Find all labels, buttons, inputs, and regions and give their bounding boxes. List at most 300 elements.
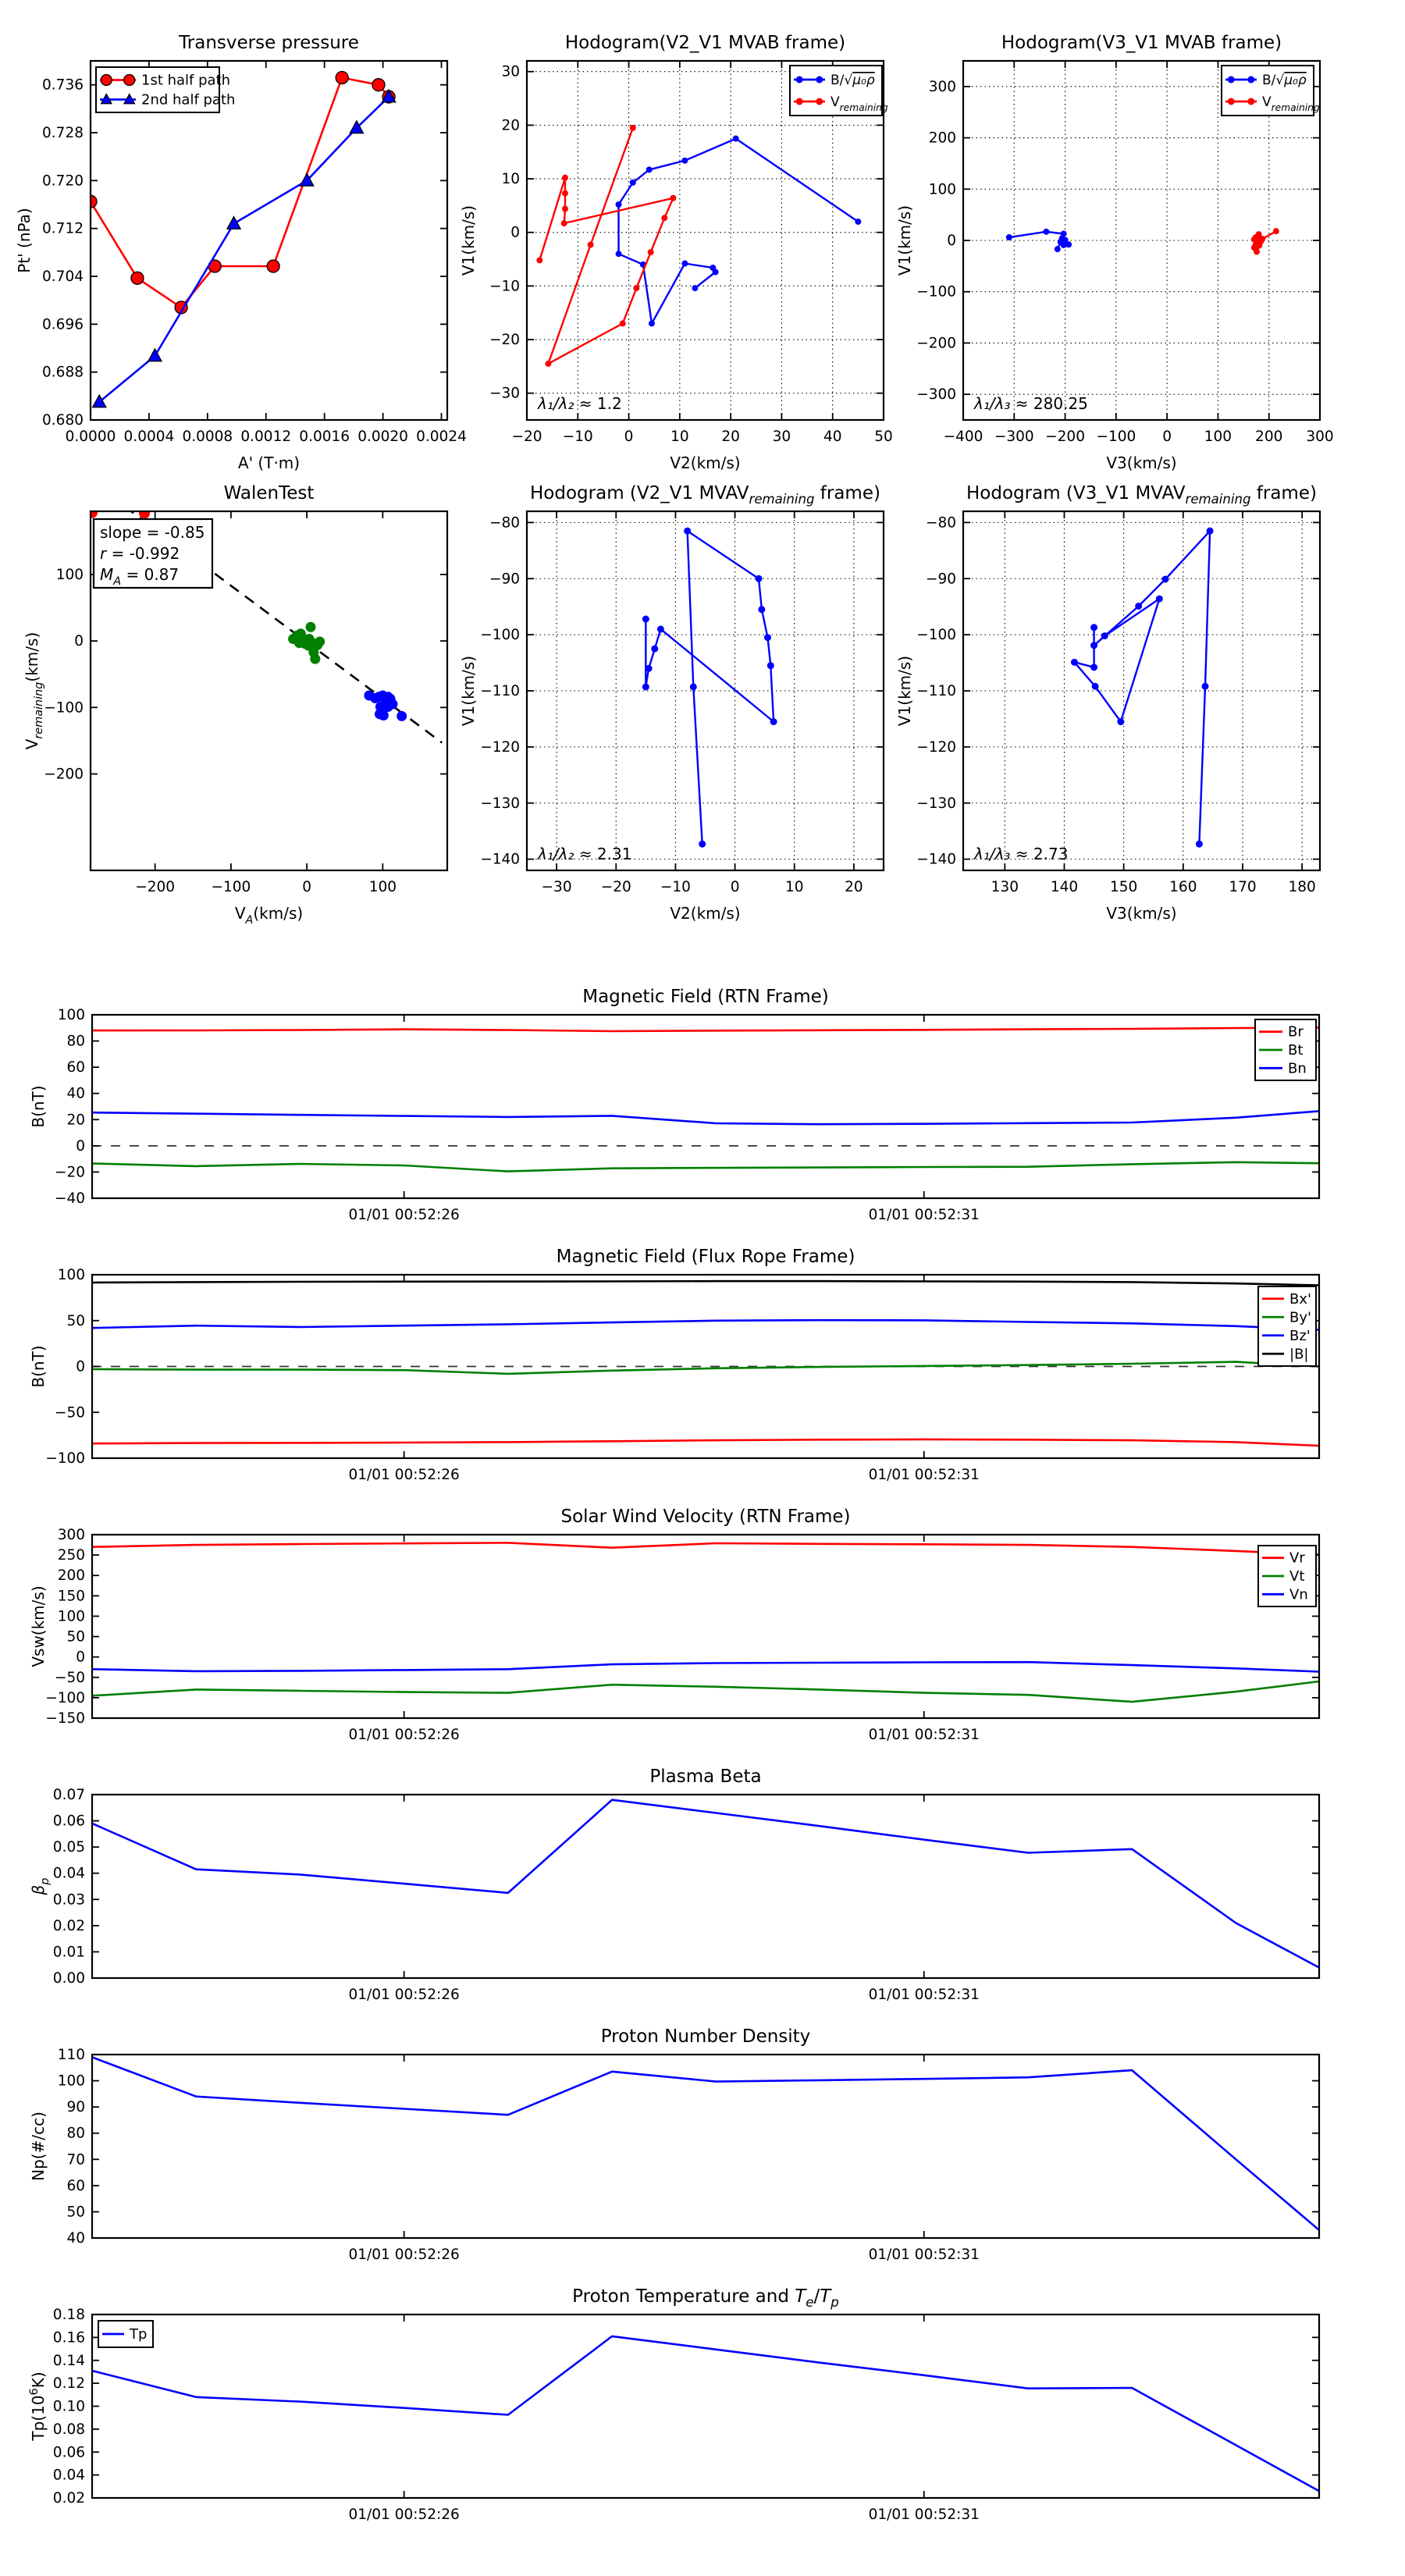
dot-marker <box>661 215 667 221</box>
circle-marker <box>124 75 135 86</box>
y-tick-label: 0.680 <box>42 412 84 429</box>
series-Vr <box>92 1542 1319 1554</box>
x-tick-label: 40 <box>823 429 842 445</box>
dot-marker <box>1071 659 1078 666</box>
y-tick-label: 0.736 <box>42 76 84 94</box>
y-axis-label: Pt' (nPa) <box>15 208 34 273</box>
y-tick-label: −130 <box>480 795 520 812</box>
circle-marker <box>267 260 279 272</box>
y-axis-label: Np(#/cc) <box>29 2112 48 2181</box>
dot-marker <box>561 220 567 226</box>
x-tick-label: 180 <box>1288 879 1316 895</box>
legend-label: |B| <box>1289 1346 1309 1363</box>
x-tick-label: 30 <box>772 429 791 445</box>
legend-label: Tp <box>130 2326 148 2343</box>
x-tick-label: −100 <box>1096 429 1136 445</box>
y-tick-label: 0.14 <box>52 2352 85 2369</box>
plot-area-hodogram-v3v1-mvav <box>1071 528 1214 848</box>
legend-label: Vn <box>1289 1586 1308 1603</box>
x-tick-label: 50 <box>874 429 893 445</box>
x-axis-label: V3(km/s) <box>1106 454 1177 472</box>
plot-solar-wind-velocity-rtn <box>29 1507 1319 1743</box>
dot-marker <box>1090 624 1097 631</box>
dot-marker <box>1247 98 1254 105</box>
axes-box <box>963 511 1320 870</box>
stats-line: slope = -0.85 <box>100 523 205 542</box>
y-tick-label: −100 <box>916 627 956 644</box>
dot-marker <box>1062 237 1069 243</box>
y-axis-label: B(nT) <box>29 1345 48 1388</box>
dot-marker <box>651 646 658 653</box>
dot-marker <box>630 180 636 186</box>
y-tick-label: −100 <box>45 1450 85 1467</box>
x-tick-label: 01/01 00:52:26 <box>348 1467 460 1483</box>
dot-marker <box>616 251 622 257</box>
y-tick-label: 0.00 <box>52 1970 85 1987</box>
plot-area-proton-number-density <box>92 2057 1319 2230</box>
plot-title: Magnetic Field (RTN Frame) <box>582 987 829 1007</box>
y-tick-label: 300 <box>928 78 956 95</box>
plot-area-hodogram-v3v1-mvab <box>1006 228 1279 254</box>
y-tick-label: 80 <box>66 1033 85 1050</box>
dot-marker <box>642 616 649 623</box>
x-tick-label: 0.0004 <box>123 429 175 445</box>
dot-marker <box>616 201 622 208</box>
x-tick-label: 0.0016 <box>299 429 350 445</box>
x-tick-label: 01/01 00:52:31 <box>868 1987 980 2003</box>
plot-area-plasma-beta <box>92 1800 1319 1968</box>
plot-title: Proton Number Density <box>600 2026 811 2047</box>
x-tick-label: 01/01 00:52:26 <box>348 2247 460 2263</box>
y-tick-label: −120 <box>480 738 520 756</box>
dot-marker <box>1055 246 1061 252</box>
y-tick-label: 0.01 <box>52 1944 85 1961</box>
y-tick-label: −100 <box>916 283 956 301</box>
y-tick-label: 60 <box>66 1059 85 1076</box>
dot-marker <box>536 257 542 263</box>
series-Tp <box>92 2336 1319 2491</box>
x-tick-label: 10 <box>784 879 804 895</box>
y-tick-label: −20 <box>54 1164 85 1181</box>
plot-title: Hodogram (V2_V1 $MVAV_{remaining}$ frame) <box>530 483 880 507</box>
x-tick-label: 01/01 00:52:31 <box>868 1727 980 1743</box>
plot-area-transverse-pressure <box>84 71 396 407</box>
y-tick-label: 70 <box>66 2151 85 2169</box>
x-tick-label: −30 <box>541 879 572 895</box>
dot-marker <box>315 636 325 646</box>
dot-marker <box>1228 98 1235 105</box>
y-tick-label: 0 <box>74 633 84 650</box>
x-tick-label: 0.0024 <box>416 429 467 445</box>
y-tick-label: −200 <box>916 335 956 352</box>
dot-marker <box>1092 683 1099 690</box>
legend-label: Br <box>1288 1023 1304 1041</box>
x-tick-label: 0 <box>1162 429 1172 445</box>
y-tick-label: −110 <box>916 683 956 699</box>
y-tick-label: −120 <box>916 738 956 756</box>
dot-marker <box>1247 76 1254 84</box>
dot-marker <box>305 622 315 632</box>
y-tick-label: −100 <box>45 1689 85 1706</box>
legend-label: $V_{remaining}$ <box>1262 94 1320 113</box>
axes-box <box>92 2314 1319 2498</box>
plot-title: WalenTest <box>223 483 315 503</box>
plot-hodogram-v2v1-mvav <box>459 483 884 923</box>
y-tick-label: 0 <box>76 1649 85 1666</box>
y-tick-label: 0.04 <box>52 1865 85 1882</box>
dot-marker <box>304 634 315 644</box>
dot-marker <box>1006 234 1012 240</box>
y-tick-label: 0.02 <box>52 2490 85 2507</box>
x-axis-label: $V_A(km/s)$ <box>234 904 304 927</box>
x-tick-label: 0 <box>624 429 634 445</box>
y-tick-label: 100 <box>57 2073 85 2090</box>
y-tick-label: 110 <box>57 2047 85 2063</box>
legend-label: 1st half path <box>141 72 231 89</box>
x-tick-label: 300 <box>1306 429 1334 445</box>
triangle-marker <box>148 349 162 361</box>
legend-label: Bn <box>1288 1060 1307 1077</box>
plot-title: Solar Wind Velocity (RTN Frame) <box>560 1507 851 1527</box>
series-beta_p <box>92 1800 1319 1968</box>
x-tick-label: 150 <box>1109 879 1138 895</box>
x-tick-label: 200 <box>1255 429 1283 445</box>
x-tick-label: −20 <box>600 879 631 895</box>
y-tick-label: 100 <box>55 566 84 583</box>
y-tick-label: −140 <box>480 851 520 868</box>
dot-marker <box>562 175 568 181</box>
y-tick-label: 40 <box>66 1085 85 1102</box>
axes-box <box>527 511 884 870</box>
plot-title: Hodogram(V3_V1 MVAB frame) <box>1001 33 1282 53</box>
legend-label: Bt <box>1288 1042 1304 1059</box>
y-tick-label: 50 <box>66 1628 85 1646</box>
x-tick-label: 10 <box>670 429 689 445</box>
legend-label: $V_{remaining}$ <box>831 94 888 113</box>
plot-area-proton-temperature <box>92 2336 1319 2491</box>
y-axis-label: $V_{remaining}(km/s)$ <box>23 632 45 750</box>
dot-marker <box>681 158 688 164</box>
y-tick-label: −80 <box>489 514 520 532</box>
annotation: λ₁/λ₃ ≈ 2.73 <box>974 845 1069 863</box>
y-tick-label: 200 <box>928 130 956 147</box>
x-tick-label: −300 <box>994 429 1034 445</box>
dot-marker <box>767 662 774 669</box>
plot-area-solar-wind-velocity-rtn <box>92 1542 1319 1702</box>
y-tick-label: −20 <box>489 332 520 349</box>
legend-label: 2nd half path <box>141 91 236 109</box>
dot-marker <box>657 625 664 632</box>
x-tick-label: −20 <box>511 429 542 445</box>
y-tick-label: −30 <box>489 385 520 402</box>
y-tick-label: 0.05 <box>52 1839 85 1856</box>
x-tick-label: 01/01 00:52:26 <box>348 2507 460 2523</box>
dot-marker <box>684 528 691 535</box>
plot-area-hodogram-v2v1-mvab <box>536 125 861 367</box>
circle-marker <box>101 75 112 86</box>
y-tick-label: 300 <box>57 1527 85 1543</box>
x-tick-label: 0.0020 <box>357 429 408 445</box>
legend-label: B/√μ₀ρ <box>831 73 875 88</box>
dot-marker <box>1101 632 1108 639</box>
dot-marker <box>1161 575 1168 582</box>
x-tick-label: −10 <box>660 879 691 895</box>
dot-marker <box>646 665 653 672</box>
x-axis-label: V2(km/s) <box>670 454 741 472</box>
triangle-marker <box>227 217 240 229</box>
dot-marker <box>1090 642 1097 649</box>
dot-marker <box>1135 603 1142 610</box>
dot-marker <box>681 261 688 267</box>
y-tick-label: 0 <box>510 224 520 241</box>
y-tick-label: −50 <box>54 1669 85 1686</box>
y-tick-label: −80 <box>925 514 956 532</box>
y-axis-label: $Tp(10^6K)$ <box>28 2371 48 2441</box>
dot-marker <box>764 634 771 641</box>
x-tick-label: 0 <box>302 879 312 895</box>
y-tick-label: 0.10 <box>52 2398 85 2415</box>
y-tick-label: 0 <box>76 1137 85 1155</box>
y-tick-label: 0.03 <box>52 1891 85 1909</box>
y-tick-label: 0.696 <box>42 316 84 333</box>
y-tick-label: −150 <box>45 1710 85 1727</box>
plot-magnetic-field-rtn <box>29 987 1319 1223</box>
series-|B| <box>92 1281 1319 1285</box>
dot-marker <box>379 710 389 720</box>
y-tick-label: 0.06 <box>52 2444 85 2461</box>
plot-title: Plasma Beta <box>649 1767 762 1787</box>
stats-line: r = -0.992 <box>100 544 180 563</box>
dot-marker <box>310 654 320 664</box>
dot-marker <box>796 76 803 84</box>
dot-marker <box>796 98 803 105</box>
y-tick-label: −200 <box>44 766 84 783</box>
series-Br <box>92 1027 1319 1031</box>
y-tick-label: −300 <box>916 386 956 404</box>
stats-line: $M_A = 0.87$ <box>100 565 180 588</box>
series-Np <box>92 2057 1319 2230</box>
y-tick-label: 50 <box>66 2204 85 2221</box>
dot-marker <box>646 166 653 173</box>
dot-marker <box>770 718 777 725</box>
x-tick-label: 01/01 00:52:31 <box>868 1467 980 1483</box>
x-tick-label: 170 <box>1229 879 1257 895</box>
legend-label: Bz' <box>1289 1327 1311 1344</box>
circle-marker <box>336 71 348 84</box>
series-Bn <box>92 1111 1319 1124</box>
x-axis-label: V2(km/s) <box>670 904 741 923</box>
y-tick-label: 0 <box>76 1358 85 1375</box>
dot-marker <box>562 190 568 197</box>
dot-marker <box>545 361 551 367</box>
y-tick-label: 100 <box>57 1608 85 1625</box>
dot-marker <box>1117 718 1124 725</box>
series-B/sqrt(mu0 rho) <box>646 531 774 844</box>
x-tick-label: 01/01 00:52:26 <box>348 1727 460 1743</box>
y-tick-label: 0.720 <box>42 173 84 190</box>
dot-marker <box>588 241 594 247</box>
dot-marker <box>1196 841 1203 848</box>
y-tick-label: −40 <box>54 1190 85 1207</box>
y-tick-label: 100 <box>57 1267 85 1283</box>
y-tick-label: 40 <box>66 2230 85 2247</box>
dot-marker <box>642 683 649 690</box>
y-tick-label: 100 <box>57 1007 85 1023</box>
plot-hodogram-v2v1-mvab <box>459 33 893 472</box>
dot-marker <box>1228 76 1235 84</box>
x-tick-label: 01/01 00:52:31 <box>868 1207 980 1223</box>
y-axis-label: V1(km/s) <box>459 205 478 276</box>
y-axis-label: Vsw(km/s) <box>29 1585 48 1667</box>
annotation: λ₁/λ₃ ≈ 280.25 <box>974 394 1088 413</box>
plot-hodogram-v3v1-mvav <box>895 483 1320 923</box>
plot-proton-temperature <box>28 2286 1319 2523</box>
series-Bt <box>92 1162 1319 1172</box>
y-tick-label: 10 <box>501 171 520 188</box>
plot-proton-number-density <box>29 2026 1319 2263</box>
y-tick-label: 0.07 <box>52 1787 85 1803</box>
y-tick-label: −10 <box>489 278 520 295</box>
plot-title: Hodogram (V3_V1 $MVAV_{remaining}$ frame) <box>966 483 1317 507</box>
x-tick-label: 140 <box>1050 879 1079 895</box>
dot-marker <box>1156 596 1163 603</box>
x-tick-label: 100 <box>368 879 397 895</box>
dot-marker <box>733 136 739 142</box>
y-tick-label: −50 <box>54 1404 85 1421</box>
annotation: λ₁/λ₂ ≈ 1.2 <box>538 394 622 413</box>
x-tick-label: 0.0012 <box>240 429 292 445</box>
x-tick-label: 01/01 00:52:31 <box>868 2247 980 2263</box>
y-tick-label: −140 <box>916 851 956 868</box>
y-axis-label: $\beta_p$ <box>29 1877 52 1895</box>
x-tick-label: 0.0000 <box>65 429 116 445</box>
series-Vt <box>92 1681 1319 1702</box>
plot-magnetic-field-flux-rope <box>29 1247 1319 1483</box>
y-tick-label: 0.02 <box>52 1917 85 1934</box>
axes-box <box>92 2055 1319 2238</box>
series-Bz' <box>92 1320 1319 1329</box>
dot-marker <box>670 195 676 201</box>
annotation: λ₁/λ₂ ≈ 2.31 <box>538 845 632 863</box>
x-tick-label: 0.0008 <box>182 429 233 445</box>
dot-marker <box>1090 664 1097 671</box>
y-tick-label: 0.712 <box>42 220 84 237</box>
plot-transverse-pressure <box>15 33 467 472</box>
x-tick-label: −200 <box>1045 429 1085 445</box>
series-V remaining <box>539 128 673 364</box>
plot-area-magnetic-field-flux-rope <box>92 1281 1319 1446</box>
dot-marker <box>758 606 765 613</box>
plot-title: Transverse pressure <box>179 33 359 53</box>
dot-marker <box>699 841 706 848</box>
plot-area-magnetic-field-rtn <box>92 1027 1319 1171</box>
y-tick-label: 150 <box>57 1588 85 1605</box>
axes-box <box>92 1275 1319 1458</box>
y-axis-label: B(nT) <box>29 1085 48 1128</box>
dot-marker <box>649 320 655 326</box>
dot-marker <box>1043 229 1049 235</box>
dot-marker <box>710 265 716 271</box>
series-2nd half path <box>99 97 389 402</box>
y-tick-label: 250 <box>57 1547 85 1564</box>
plot-walen-test <box>23 483 447 927</box>
y-tick-label: −100 <box>480 627 520 644</box>
dot-marker <box>397 711 407 721</box>
y-tick-label: 0.704 <box>42 269 84 285</box>
y-tick-label: 0.688 <box>42 364 84 381</box>
y-axis-label: V1(km/s) <box>895 655 914 727</box>
y-tick-label: 0.16 <box>52 2329 85 2347</box>
y-tick-label: 80 <box>66 2125 85 2142</box>
x-axis-label: A' (T·m) <box>237 454 301 472</box>
y-tick-label: 20 <box>66 1112 85 1129</box>
plot-hodogram-v3v1-mvab <box>895 33 1334 472</box>
x-tick-label: 0 <box>730 879 740 895</box>
y-axis-label: V1(km/s) <box>459 655 478 727</box>
y-tick-label: 0.08 <box>52 2421 85 2438</box>
legend-label: Vr <box>1289 1550 1305 1567</box>
dot-marker <box>816 98 823 105</box>
y-tick-label: 60 <box>66 2177 85 2194</box>
dot-marker <box>1255 235 1261 241</box>
y-tick-label: −110 <box>480 683 520 699</box>
y-tick-label: 20 <box>501 117 520 134</box>
plot-plasma-beta <box>29 1767 1319 2003</box>
x-tick-label: −200 <box>135 879 176 895</box>
dot-marker <box>139 508 150 519</box>
x-tick-label: 20 <box>845 879 863 895</box>
y-tick-label: 100 <box>928 181 956 198</box>
series-By' <box>92 1362 1319 1374</box>
x-axis-label: V3(km/s) <box>1106 904 1177 923</box>
x-tick-label: −400 <box>943 429 984 445</box>
plot-title: Magnetic Field (Flux Rope Frame) <box>556 1247 855 1267</box>
x-tick-label: −100 <box>211 879 251 895</box>
x-tick-label: 100 <box>1204 429 1232 445</box>
dot-marker <box>855 219 861 225</box>
y-tick-label: 200 <box>57 1567 85 1585</box>
y-tick-label: −90 <box>489 571 520 588</box>
dot-marker <box>1201 683 1208 690</box>
x-tick-label: 01/01 00:52:31 <box>868 2507 980 2523</box>
dot-marker <box>387 699 397 710</box>
dot-marker <box>630 125 636 131</box>
y-tick-label: −130 <box>916 795 956 812</box>
y-tick-label: 0.04 <box>52 2467 85 2484</box>
x-tick-label: 01/01 00:52:26 <box>348 1987 460 2003</box>
dot-marker <box>648 249 654 255</box>
y-tick-label: 90 <box>66 2099 85 2116</box>
y-tick-label: 0.728 <box>42 125 84 141</box>
dot-marker <box>756 575 763 582</box>
y-tick-label: 0.18 <box>52 2307 85 2323</box>
y-tick-label: 0.12 <box>52 2375 85 2393</box>
y-tick-label: 50 <box>66 1312 85 1329</box>
legend-label: B/√μ₀ρ <box>1262 73 1307 88</box>
dot-marker <box>816 76 823 84</box>
plot-title: Hodogram(V2_V1 MVAB frame) <box>564 33 846 53</box>
axes-box <box>92 1015 1319 1198</box>
dot-marker <box>1273 228 1279 234</box>
x-tick-label: 20 <box>721 429 740 445</box>
legend-label: Bx' <box>1289 1290 1311 1308</box>
y-tick-label: −90 <box>925 571 956 588</box>
series-Vn <box>92 1662 1319 1671</box>
dot-marker <box>87 507 98 518</box>
y-tick-label: 0 <box>947 233 956 249</box>
series-B/sqrt(mu0 rho) <box>619 139 859 324</box>
dot-marker <box>562 205 568 212</box>
